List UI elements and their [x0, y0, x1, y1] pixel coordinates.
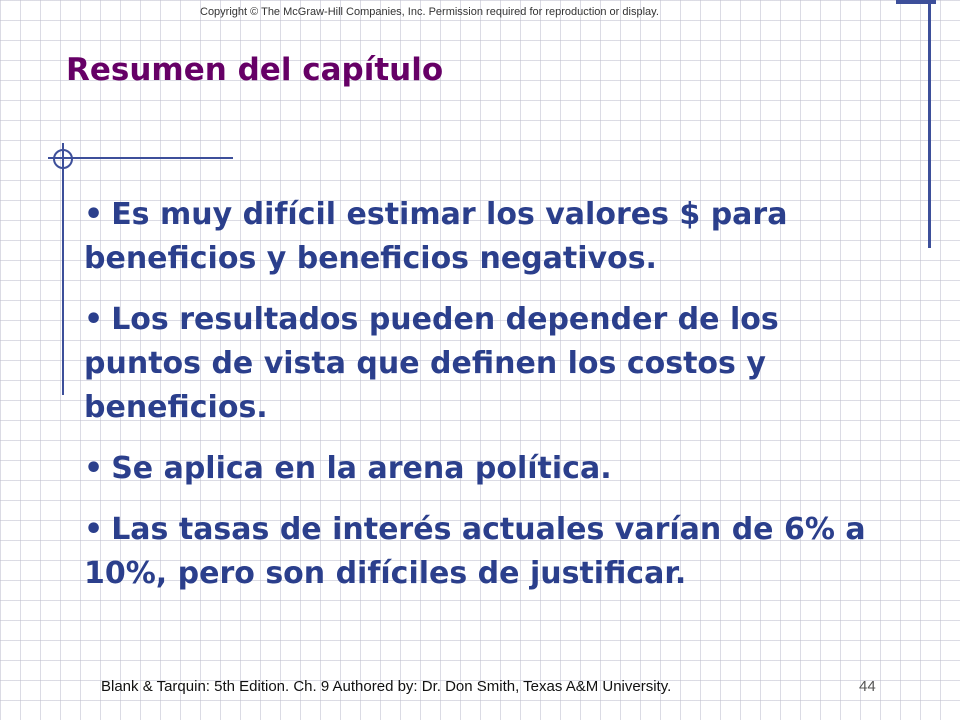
page-number: 44: [859, 678, 876, 695]
bullet-list: [84, 193, 884, 613]
bullet-item: [84, 508, 884, 596]
bullet-item: [84, 447, 884, 491]
footer-citation: Blank & Tarquin: 5th Edition. Ch. 9 Authored by: Dr. Don Smith, Texas A&M University.: [101, 678, 672, 695]
bullet-text: Es muy difícil estimar los valores $ para beneficios y beneficios negativos.: [84, 197, 788, 276]
bullet-marker: •: [84, 197, 104, 232]
copyright-notice: Copyright © The McGraw-Hill Companies, Inc. Permission required for reproduction or display.: [200, 6, 659, 18]
bullet-marker: •: [84, 451, 104, 486]
decorative-line-top-vertical: [928, 0, 931, 248]
bullet-item: [84, 298, 884, 430]
bullet-text: Las tasas de interés actuales varían de 6% a 10%, pero son difíciles de justificar.: [84, 512, 866, 591]
slide-title: Resumen del capítulo: [66, 52, 444, 88]
bullet-marker: •: [84, 512, 104, 547]
decorative-circle-icon: [53, 149, 73, 169]
decorative-line-horizontal: [48, 157, 233, 159]
bullet-item: [84, 193, 884, 281]
decorative-line-vertical: [62, 143, 64, 395]
bullet-marker: •: [84, 302, 104, 337]
bullet-text: Los resultados pueden depender de los puntos de vista que definen los costos y beneficios.: [84, 302, 779, 425]
bullet-text: Se aplica en la arena política.: [111, 451, 612, 486]
